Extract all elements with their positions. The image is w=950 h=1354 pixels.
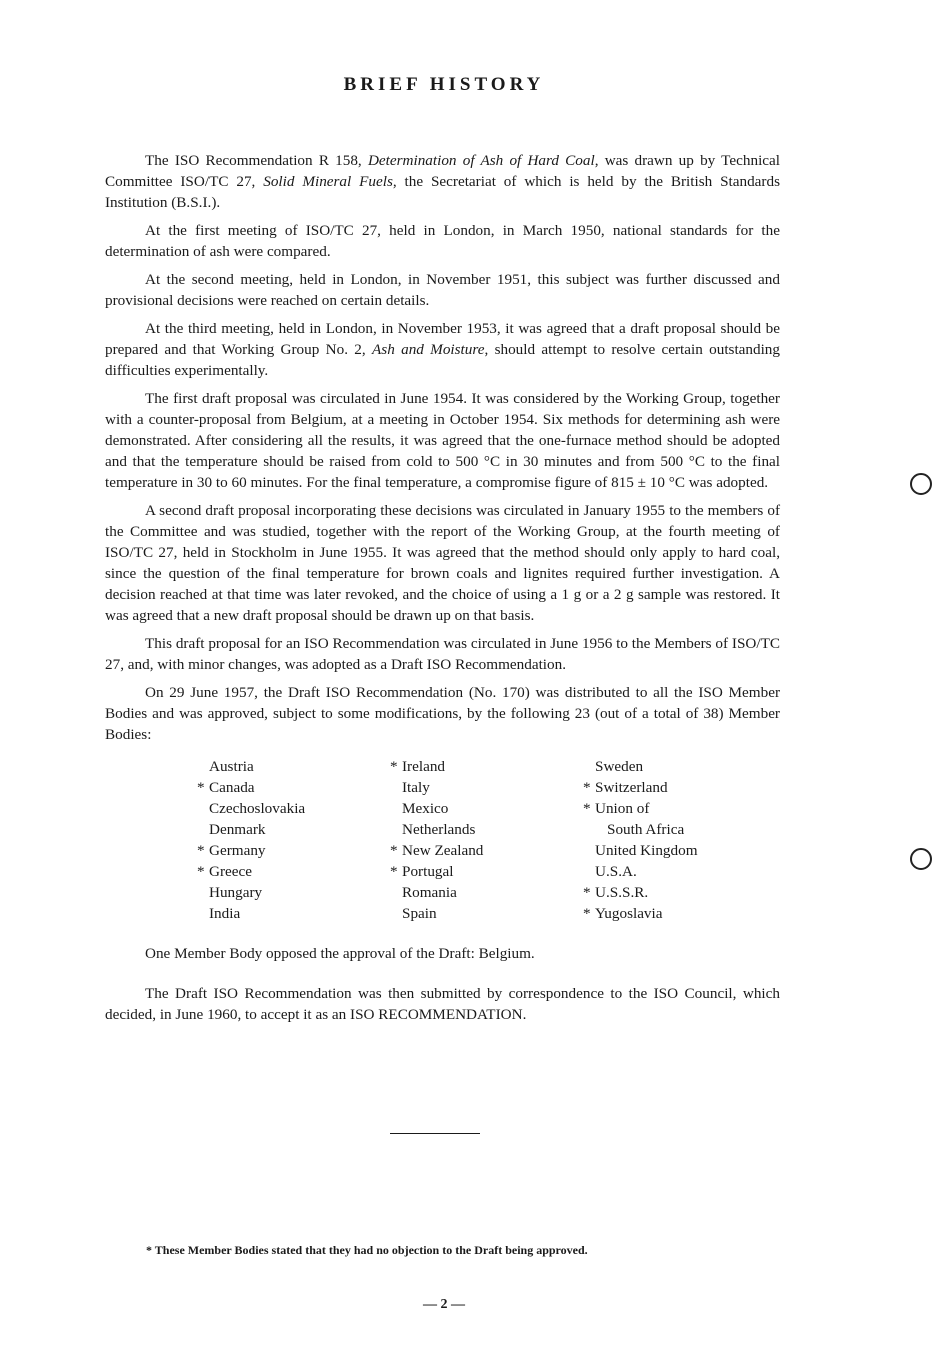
member-body (390, 861, 583, 882)
member-column-3 (583, 756, 776, 924)
member-body (583, 882, 776, 903)
member-body (390, 777, 583, 798)
member-name: Canada (209, 779, 255, 796)
member-body (197, 840, 390, 861)
paragraph-opposed: One Member Body opposed the approval of the Draft: Belgium. (145, 945, 535, 962)
paragraph-3: At the second meeting, held in London, in November 1951, this subject was further discussed and provisional decisions were reached on certain details. (105, 271, 780, 309)
recommendation-title: Determination of Ash of Hard Coal (367, 152, 595, 169)
page-number: — 2 — (423, 1297, 465, 1312)
member-name: Germany (209, 842, 266, 859)
member-name: Denmark (209, 821, 266, 838)
paragraph-5: The first draft proposal was circulated in June 1954. It was considered by the Working Group, together with a counter-proposal from Belgium, at a meeting in October 1954. Six methods for determining ash were demonstrated. After considering all the results, it was agreed that the one-furnace method should be adopted and that the temperature should be raised from cold to 500 °C in 30 minutes and from 500 °C to the final temperature in 30 to 60 minutes. For the final temperature, a compromise figure of 815 ± 10 °C was adopted. (105, 390, 780, 491)
member-body (583, 798, 776, 819)
member-body (390, 798, 583, 819)
member-name: Yugoslavia (595, 905, 663, 922)
paragraph-council: The Draft ISO Recommendation was then submitted by correspondence to the ISO Council, which decided, in June 1960, to accept it as an ISO RECOMMENDATION. (105, 985, 780, 1023)
paragraph-1 (105, 150, 780, 213)
member-star-marker: * (390, 863, 398, 880)
member-bodies-list (197, 756, 780, 924)
member-name: New Zealand (402, 842, 484, 859)
member-name: Hungary (209, 884, 263, 901)
member-star-marker: * (197, 863, 205, 880)
member-name: India (209, 905, 241, 922)
paragraph-1-text-b: , was drawn up by Technical Committee ISO/TC 27, (105, 152, 780, 190)
member-body (583, 756, 776, 777)
member-body (197, 798, 390, 819)
committee-name: Solid Mineral Fuels (263, 173, 393, 190)
history-text (105, 150, 780, 1032)
paragraph-7: This draft proposal for an ISO Recommendation was circulated in June 1956 to the Members of ISO/TC 27, and, with minor changes, was adopted as a Draft ISO Recommendation. (105, 635, 780, 673)
member-name: Spain (402, 905, 437, 922)
member-name: U.S.S.R. (595, 884, 649, 901)
section-divider (390, 1133, 480, 1134)
punch-hole-icon (910, 473, 932, 495)
member-name: Switzerland (595, 779, 668, 796)
member-column-1 (197, 756, 390, 924)
member-body (390, 840, 583, 861)
member-name: Austria (209, 758, 254, 775)
member-body (583, 903, 776, 924)
paragraph-8: On 29 June 1957, the Draft ISO Recommendation (No. 170) was distributed to all the ISO Member Bodies and was approved, subject to some modifications, by the following 23 (out of a total of 38) Member Bodies: (105, 684, 780, 743)
member-body (390, 882, 583, 903)
member-star-marker: * (197, 779, 205, 796)
member-name: Greece (209, 863, 252, 880)
member-star-marker: * (197, 842, 205, 859)
punch-hole-icon (910, 848, 932, 870)
member-name: Union of (595, 800, 650, 817)
paragraph-4 (105, 318, 780, 381)
member-name: U.S.A. (595, 863, 637, 880)
working-group-name: Ash and Moisture (372, 341, 485, 358)
footnote: * These Member Bodies stated that they had no objection to the Draft being approved. (146, 1243, 588, 1257)
member-star-marker: * (583, 884, 591, 901)
member-body (197, 882, 390, 903)
member-body (583, 819, 776, 840)
paragraph-4-text: At the third meeting, held in London, in November 1953, it was agreed that a draft proposal should be prepared and that Working Group No. 2, (105, 320, 780, 358)
member-star-marker: * (390, 758, 398, 775)
member-name: United Kingdom (595, 842, 698, 859)
member-body (390, 819, 583, 840)
member-name: Ireland (402, 758, 446, 775)
member-name: Mexico (402, 800, 449, 817)
member-body (197, 861, 390, 882)
member-name: Portugal (402, 863, 454, 880)
member-name: Netherlands (402, 821, 476, 838)
paragraph-1-text-c: , the Secretariat of which is held by the British Standards Institution (B.S.I.). (105, 173, 780, 211)
member-star-marker: * (390, 842, 398, 859)
member-body (197, 777, 390, 798)
member-name: Czechoslovakia (209, 800, 306, 817)
member-star-marker: * (583, 779, 591, 796)
member-body (583, 777, 776, 798)
member-body (583, 861, 776, 882)
paragraph-4-text-b: , should attempt to resolve certain outstanding difficulties experimentally. (105, 341, 780, 379)
paragraph-6: A second draft proposal incorporating these decisions was circulated in January 1955 to the members of the Committee and was studied, together with the report of the Working Group, at the fourth meeting of ISO/TC 27, held in Stockholm in June 1955. It was agreed that the method should only apply to hard coal, since the question of the final temperature for brown coals and lignites required further investigation. A decision reached at that time was later revoked, and the choice of using a 1 g or a 2 g sample was restored. It was agreed that a new draft proposal should be drawn up on that basis. (105, 502, 780, 624)
member-body (390, 756, 583, 777)
paragraph-2: At the first meeting of ISO/TC 27, held in London, in March 1950, national standards for the determination of ash were compared. (105, 222, 780, 260)
member-name: Italy (402, 779, 430, 796)
member-name: South Africa (607, 821, 685, 838)
member-star-marker: * (583, 800, 591, 817)
member-body (583, 840, 776, 861)
member-name: Sweden (595, 758, 644, 775)
member-body (197, 819, 390, 840)
member-body (390, 903, 583, 924)
member-star-marker: * (583, 905, 591, 922)
member-column-2 (390, 756, 583, 924)
member-name: Romania (402, 884, 457, 901)
page-title: BRIEF HISTORY (343, 74, 545, 95)
paragraph-1-text: The ISO Recommendation R 158, (145, 152, 368, 169)
member-body (197, 903, 390, 924)
member-body (197, 756, 390, 777)
